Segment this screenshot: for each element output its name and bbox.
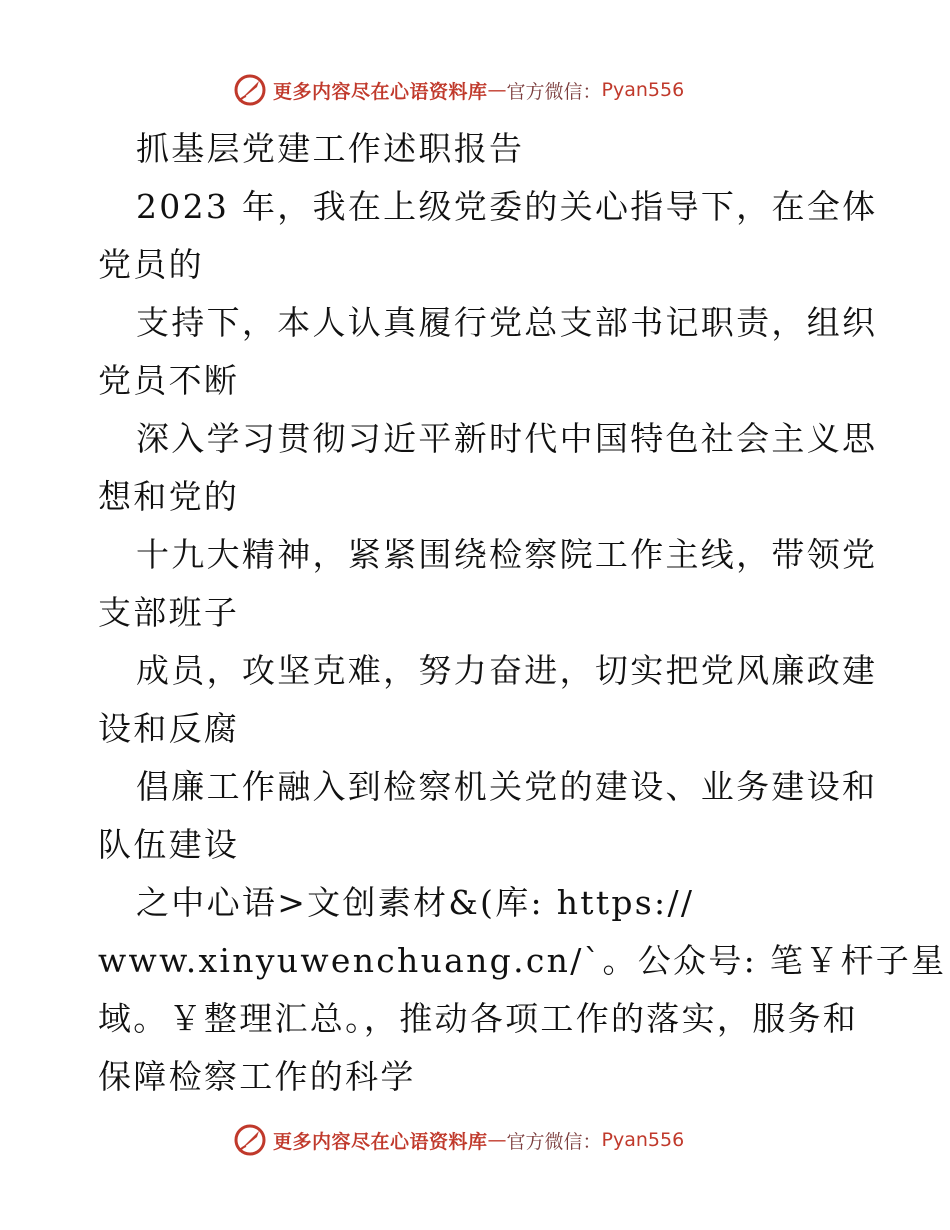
banner-main-text: 更多内容尽在心语资料库 <box>273 1130 488 1153</box>
text-line: 支持下，本人认真履行党总支部书记职责，组织 <box>136 303 878 342</box>
text-line: 保障检察工作的科学 <box>98 1057 416 1096</box>
banner-separator: — <box>487 79 507 101</box>
text-line: 设和反腐 <box>98 709 240 748</box>
text-line: 深入学习贯彻习近平新时代中国特色社会主义思 <box>136 419 878 458</box>
banner-wechat-label: 官方微信： <box>506 80 602 103</box>
banner-wechat-id: Pyan556 <box>601 79 685 101</box>
text-line: 2023 年，我在上级党委的关心指导下，在全体 <box>136 187 878 226</box>
text-line: 党员不断 <box>98 361 240 400</box>
text-line: 支部班子 <box>98 593 240 632</box>
banner-wechat-id: Pyan556 <box>601 1129 685 1151</box>
text-line: 域。￥整理汇总。，推动各项工作的落实，服务和 <box>98 999 859 1038</box>
header-banner <box>233 70 753 110</box>
footer-banner <box>233 1120 753 1160</box>
document-title: 抓基层党建工作述职报告 <box>136 129 525 168</box>
text-line: 想和党的 <box>98 477 240 516</box>
quill-pen-logo-icon <box>233 73 267 107</box>
banner-wechat-label: 官方微信： <box>506 1130 602 1153</box>
banner-separator: — <box>487 1129 507 1151</box>
quill-pen-logo-icon <box>233 1123 267 1157</box>
text-line: 队伍建设 <box>98 825 240 864</box>
text-line: www.xinyuwenchuang.cn/`。公众号: 笔￥杆子星 <box>98 941 947 980</box>
text-line: 之中心语>文创素材&(库: https:// <box>136 883 695 922</box>
document-body <box>98 120 947 1106</box>
text-line: 党员的 <box>98 245 204 284</box>
text-line: 成员，攻坚克难，努力奋进，切实把党风廉政建 <box>136 651 878 690</box>
banner-main-text: 更多内容尽在心语资料库 <box>273 80 488 103</box>
text-line: 倡廉工作融入到检察机关党的建设、业务建设和 <box>136 767 878 806</box>
text-line: 十九大精神，紧紧围绕检察院工作主线，带领党 <box>136 535 878 574</box>
